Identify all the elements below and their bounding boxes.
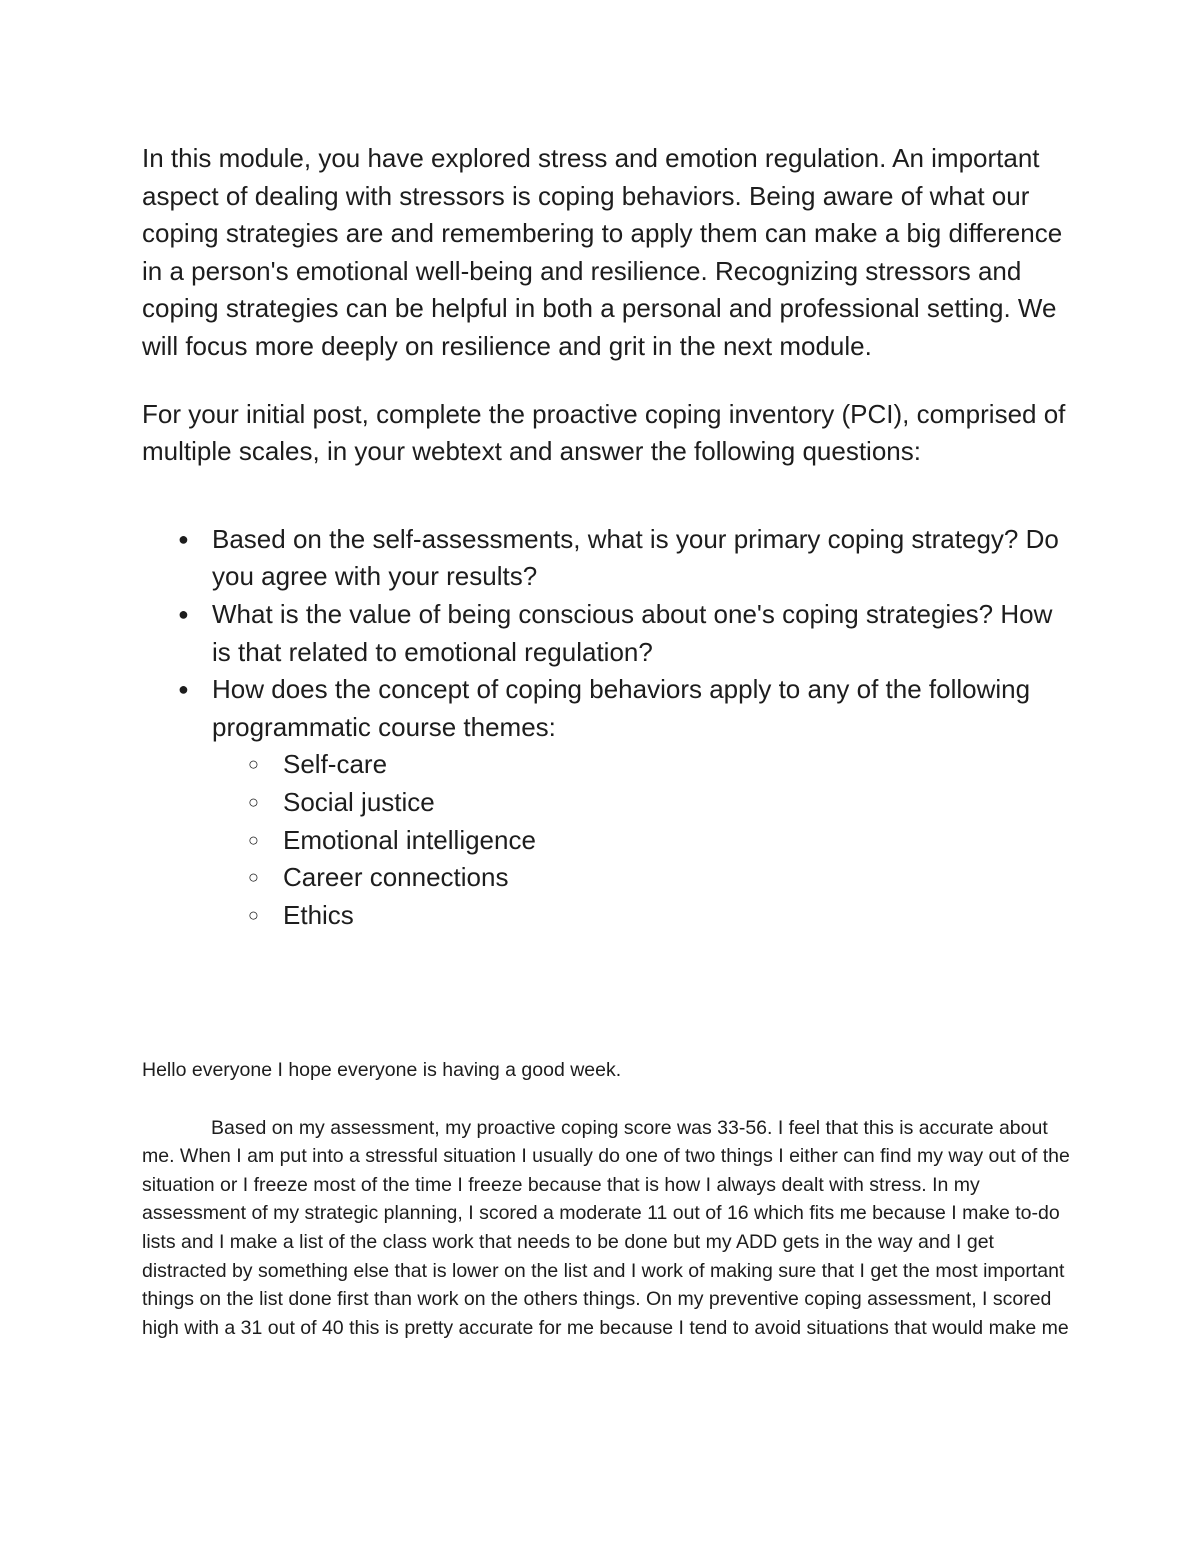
theme-item — [248, 897, 1072, 935]
theme-list — [212, 746, 1072, 934]
question-text: How does the concept of coping behaviors apply to any of the following programmatic course themes: — [212, 674, 1031, 742]
assignment-prompt — [142, 140, 1072, 934]
question-item — [178, 521, 1072, 596]
circle-bullet-icon: ○ — [248, 829, 259, 850]
theme-text: Ethics — [283, 899, 354, 930]
circle-bullet-icon: ○ — [248, 754, 259, 775]
theme-item — [248, 859, 1072, 897]
question-item — [178, 596, 1072, 671]
instructions-paragraph: For your initial post, complete the proactive coping inventory (PCI), comprised of multiple scales, in your webtext and answer the following questions: — [142, 398, 1066, 467]
question-text: Based on the self-assessments, what is your primary coping strategy? Do you agree with your results? — [212, 523, 1059, 592]
greeting-paragraph: Hello everyone I hope everyone is having a good week. — [142, 1059, 622, 1081]
circle-bullet-icon: ○ — [248, 904, 259, 925]
theme-item — [248, 746, 1072, 784]
bullet-icon: ● — [178, 679, 189, 700]
theme-text: Self-care — [283, 749, 388, 780]
theme-item — [248, 822, 1072, 860]
intro-paragraph: In this module, you have explored stress and emotion regulation. An important aspect of dealing with stressors is coping behaviors. Being aware of what our coping strategies are and remembering to apply them can make a big difference in a person's emotional well-being and resilience. Recognizing stressors and coping strategies can be helpful in both a personal and professional setting. We will focus more deeply on resilience and grit in the next module. — [142, 143, 1063, 361]
theme-item — [248, 784, 1072, 822]
bullet-icon: ● — [178, 603, 189, 624]
theme-text: Social justice — [283, 786, 435, 817]
question-text: What is the value of being conscious about one's coping strategies? How is that related to emotional regulation? — [212, 598, 1053, 667]
student-response — [142, 1056, 1072, 1342]
circle-bullet-icon: ○ — [248, 791, 259, 812]
theme-text: Emotional intelligence — [283, 824, 536, 855]
question-item — [178, 671, 1072, 934]
circle-bullet-icon: ○ — [248, 867, 259, 888]
bullet-icon: ● — [178, 528, 189, 549]
theme-text: Career connections — [283, 862, 509, 893]
question-list — [142, 521, 1072, 935]
response-body-paragraph: Based on my assessment, my proactive coping score was 33-56. I feel that this is accurate about me. When I am put into a stressful situation I usually do one of two things I either can find my way out of the situation or I freeze most of the time I freeze because that is how I always dealt with stress. In my assessment of my strategic planning, I scored a moderate 11 out of 16 which fits me because I make to-do lists and I make a list of the class work that needs to be done but my ADD gets in the way and I get distracted by something else that is lower on the list and I work of making sure that I get the most important things on the list done first than work on the others things. On my preventive coping assessment, I scored high with a 31 out of 40 this is pretty accurate for me because I tend to avoid situations that would make me — [142, 1116, 1070, 1339]
